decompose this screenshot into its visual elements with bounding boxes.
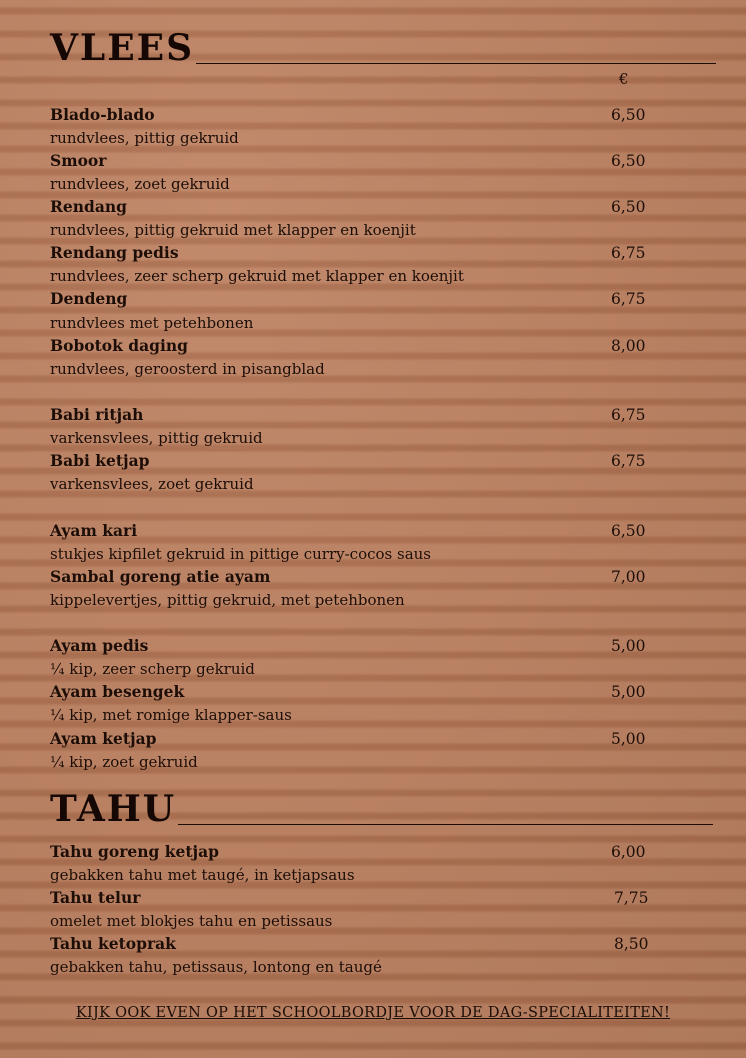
menu-item-price: 6,00 xyxy=(611,843,646,861)
menu-item-name: Ayam ketjap xyxy=(50,729,157,748)
menu-item-price: 6,50 xyxy=(611,522,646,540)
section-title: TAHU xyxy=(50,788,177,830)
menu-item-name: Tahu goreng ketjap xyxy=(50,842,219,861)
menu-item-name: Dendeng xyxy=(50,289,128,308)
menu-item-description: stukjes kipfilet gekruid in pittige curry-cocos saus xyxy=(50,545,431,563)
menu-item-name: Tahu telur xyxy=(50,888,141,907)
menu-item-description: omelet met blokjes tahu en petissaus xyxy=(50,912,333,930)
section-title: VLEES xyxy=(50,27,195,69)
menu-item-description: rundvlees, zoet gekruid xyxy=(50,175,230,193)
menu-item-description: gebakken tahu, petissaus, lontong en taugé xyxy=(50,958,382,976)
menu-item-description: varkensvlees, pittig gekruid xyxy=(50,429,263,447)
menu-item-price: 7,75 xyxy=(614,889,649,907)
menu-item-description: gebakken tahu met taugé, in ketjapsaus xyxy=(50,866,355,884)
menu-item-price: 6,50 xyxy=(611,106,646,124)
menu-item-description: rundvlees met petehbonen xyxy=(50,314,254,332)
menu-item-price: 6,50 xyxy=(611,152,646,170)
menu-item-name: Ayam pedis xyxy=(50,636,149,655)
menu-item-name: Bobotok daging xyxy=(50,336,188,355)
menu-item-name: Ayam besengek xyxy=(50,682,185,701)
menu-item-description: kippelevertjes, pittig gekruid, met petehbonen xyxy=(50,591,405,609)
menu-item-price: 7,00 xyxy=(611,568,646,586)
menu-item-name: Sambal goreng atie ayam xyxy=(50,567,271,586)
menu-item-description: ¼ kip, met romige klapper-saus xyxy=(50,706,292,724)
section-header-vlees xyxy=(50,27,716,69)
menu-item-name: Babi ritjah xyxy=(50,405,144,424)
menu-item-description: rundvlees, pittig gekruid xyxy=(50,129,239,147)
menu-item-name: Smoor xyxy=(50,151,107,170)
menu-item-price: 6,75 xyxy=(611,406,646,424)
menu-item-price: 8,50 xyxy=(614,935,649,953)
menu-item-description: rundvlees, zeer scherp gekruid met klapper en koenjit xyxy=(50,267,464,285)
menu-item-name: Rendang pedis xyxy=(50,243,179,262)
menu-item-description: ¼ kip, zoet gekruid xyxy=(50,753,198,771)
section-header-tahu xyxy=(50,788,713,830)
menu-item-price: 5,00 xyxy=(611,637,646,655)
menu-item-price: 6,50 xyxy=(611,198,646,216)
currency-label: € xyxy=(619,70,629,88)
menu-item-description: rundvlees, pittig gekruid met klapper en koenjit xyxy=(50,221,416,239)
menu-item-price: 6,75 xyxy=(611,452,646,470)
menu-item-name: Tahu ketoprak xyxy=(50,934,176,953)
menu-item-price: 5,00 xyxy=(611,730,646,748)
menu-item-price: 5,00 xyxy=(611,683,646,701)
menu-item-price: 6,75 xyxy=(611,290,646,308)
title-rule xyxy=(196,63,716,64)
menu-item-name: Rendang xyxy=(50,197,128,216)
daily-specials-note: KIJK OOK EVEN OP HET SCHOOLBORDJE VOOR DE DAG-SPECIALITEITEN! xyxy=(75,1005,671,1021)
menu-item-description: ¼ kip, zeer scherp gekruid xyxy=(50,660,255,678)
menu-item-description: varkensvlees, zoet gekruid xyxy=(50,475,254,493)
menu-item-name: Babi ketjap xyxy=(50,451,150,470)
menu-item-name: Ayam kari xyxy=(50,521,138,540)
menu-item-name: Blado-blado xyxy=(50,105,155,124)
menu-item-description: rundvlees, geroosterd in pisangblad xyxy=(50,360,325,378)
title-rule xyxy=(178,824,713,825)
menu-item-price: 6,75 xyxy=(611,244,646,262)
menu-item-price: 8,00 xyxy=(611,337,646,355)
